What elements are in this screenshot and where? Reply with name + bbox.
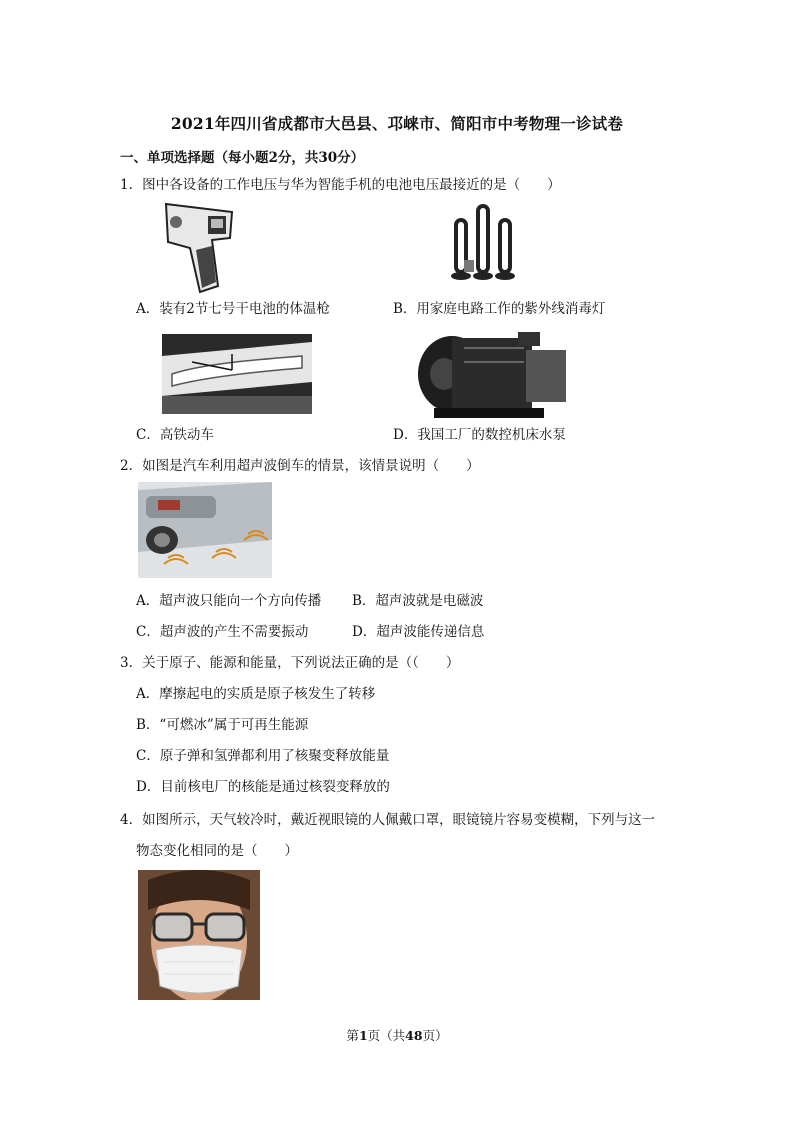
question-1-option-b: B．用家庭电路工作的紫外线消毒灯 (393, 301, 606, 317)
question-2-option-d: D．超声波能传递信息 (352, 624, 485, 640)
question-4-stem-line-2: 物态变化相同的是（ ） (136, 843, 298, 859)
question-3-option-b: B．“可燃冰”属于可再生能源 (136, 717, 309, 733)
high-speed-train-image (162, 334, 312, 414)
thermometer-gun-image (160, 200, 238, 296)
question-2-stem: 2．如图是汽车利用超声波倒车的情景，该情景说明（ ） (120, 458, 480, 474)
question-3-option-d: D．目前核电厂的核能是通过核裂变释放的 (136, 779, 390, 795)
question-3-option-c: C．原子弹和氢弹都利用了核聚变释放能量 (136, 748, 390, 764)
footer-total-pages: 48 (405, 1028, 423, 1043)
question-2-option-c: C．超声波的产生不需要振动 (136, 624, 309, 640)
water-pump-image (414, 328, 574, 420)
page-footer (0, 1026, 794, 1044)
question-1-option-d: D．我国工厂的数控机床水泵 (393, 427, 566, 443)
footer-page-number: 1 (358, 1028, 368, 1043)
question-2-option-a: A．超声波只能向一个方向传播 (136, 593, 322, 609)
question-1-option-c: C．高铁动车 (136, 427, 214, 443)
section-heading: 一、单项选择题（每小题2分，共30分） (120, 150, 365, 166)
question-3-option-a: A．摩擦起电的实质是原子核发生了转移 (136, 686, 376, 702)
question-1-option-a: A．装有2节七号干电池的体温枪 (136, 301, 330, 317)
footer-suffix: 页） (422, 1028, 448, 1043)
car-reverse-ultrasonic-image (138, 482, 272, 578)
question-1-stem: 1．图中各设备的工作电压与华为智能手机的电池电压最接近的是（ ） (120, 177, 561, 193)
foggy-glasses-mask-image (138, 870, 260, 1000)
question-4-stem-line-1: 4．如图所示，天气较冷时，戴近视眼镜的人佩戴口罩，眼镜镜片容易变模糊，下列与这一 (120, 812, 656, 828)
page-title: 2021年四川省成都市大邑县、邛崃市、简阳市中考物理一诊试卷 (170, 114, 624, 133)
uv-lamp-image (446, 202, 520, 284)
footer-middle: 页（共 (367, 1028, 406, 1043)
question-2-option-b: B．超声波就是电磁波 (352, 593, 484, 609)
footer-prefix: 第 (346, 1028, 359, 1043)
question-3-stem: 3．关于原子、能源和能量，下列说法正确的是（（ ） (120, 655, 460, 671)
